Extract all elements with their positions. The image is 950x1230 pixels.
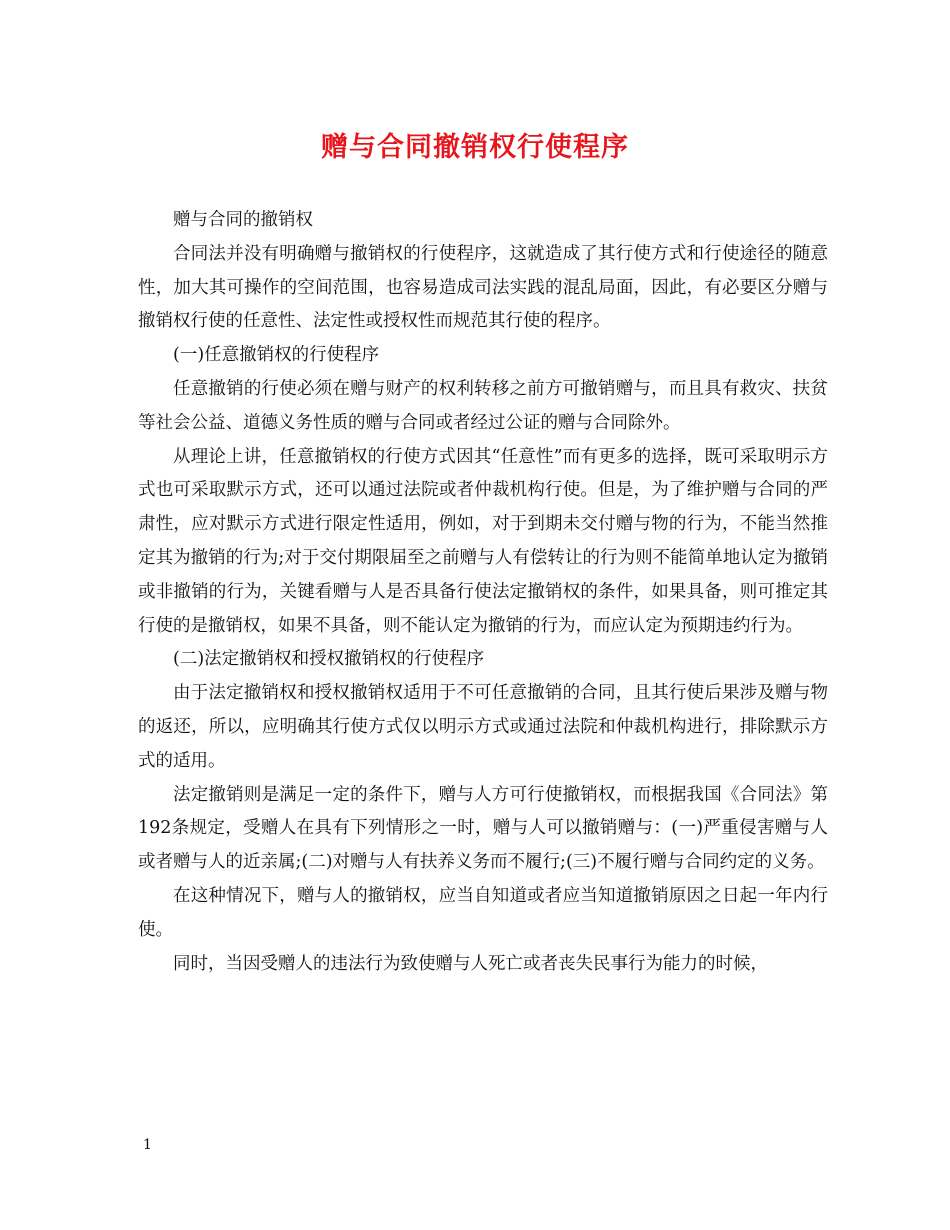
page-number: 1 (143, 1137, 152, 1153)
section-heading-2: (二)法定撤销权和授权撤销权的行使程序 (173, 649, 485, 670)
paragraph: 由于法定撤销权和授权撤销权适用于不可任意撤销的合同，且其行使后果涉及赠与物的返还，所以，应明确其行使方式仅以明示方式或通过法院和仲裁机构进行，排除默示方式的适用。 (138, 683, 828, 771)
paragraph-heading: 赠与合同的撤销权 (173, 210, 313, 230)
document-title: 赠与合同撤销权行使程序 (321, 132, 629, 163)
document-body (138, 204, 828, 981)
paragraph: 合同法并没有明确赠与撤销权的行使程序，这就造成了其行使方式和行使途径的随意性，加大其可操作的空间范围，也容易造成司法实践的混乱局面，因此，有必要区分赠与撤销权行使的任意性、法定性或授权性而规范其行使的程序。 (138, 243, 828, 332)
section-heading-1: (一)任意撤销权的行使程序 (173, 345, 380, 366)
paragraph: 任意撤销的行使必须在赠与财产的权利转移之前方可撤销赠与，而且具有救灾、扶贫等社会公益、道德义务性质的赠与合同或者经过公证的赠与合同除外。 (138, 378, 828, 433)
paragraph: 同时，当因受赠人的违法行为致使赠与人死亡或者丧失民事行为能力的时候， (173, 953, 768, 974)
paragraph: 法定撤销则是满足一定的条件下，赠与人方可行使撤销权，而根据我国《合同法》第192条规定，受赠人在具有下列情形之一时，赠与人可以撤销赠与：(一)严重侵害赠与人或者赠与人的近亲属;(二)对赠与人有扶养义务而不履行;(三)不履行赠与合同约定的义务。 (138, 784, 828, 873)
paragraph: 从理论上讲，任意撤销权的行使方式因其“任意性”而有更多的选择，既可采取明示方式也可采取默示方式，还可以通过法院或者仲裁机构行使。但是，为了维护赠与合同的严肃性，应对默示方式进行限定性适用，例如，对于到期未交付赠与物的行为，不能当然推定其为撤销的行为;对于交付期限届至之前赠与人有偿转让的行为则不能简单地认定为撤销或非撤销的行为，关键看赠与人是否具备行使法定撤销权的条件，如果具备，则可推定其行使的是撤销权，如果不具备，则不能认定为撤销的行为，而应认定为预期违约行为。 (138, 446, 828, 636)
paragraph: 在这种情况下，赠与人的撤销权，应当自知道或者应当知道撤销原因之日起一年内行使。 (138, 885, 828, 940)
